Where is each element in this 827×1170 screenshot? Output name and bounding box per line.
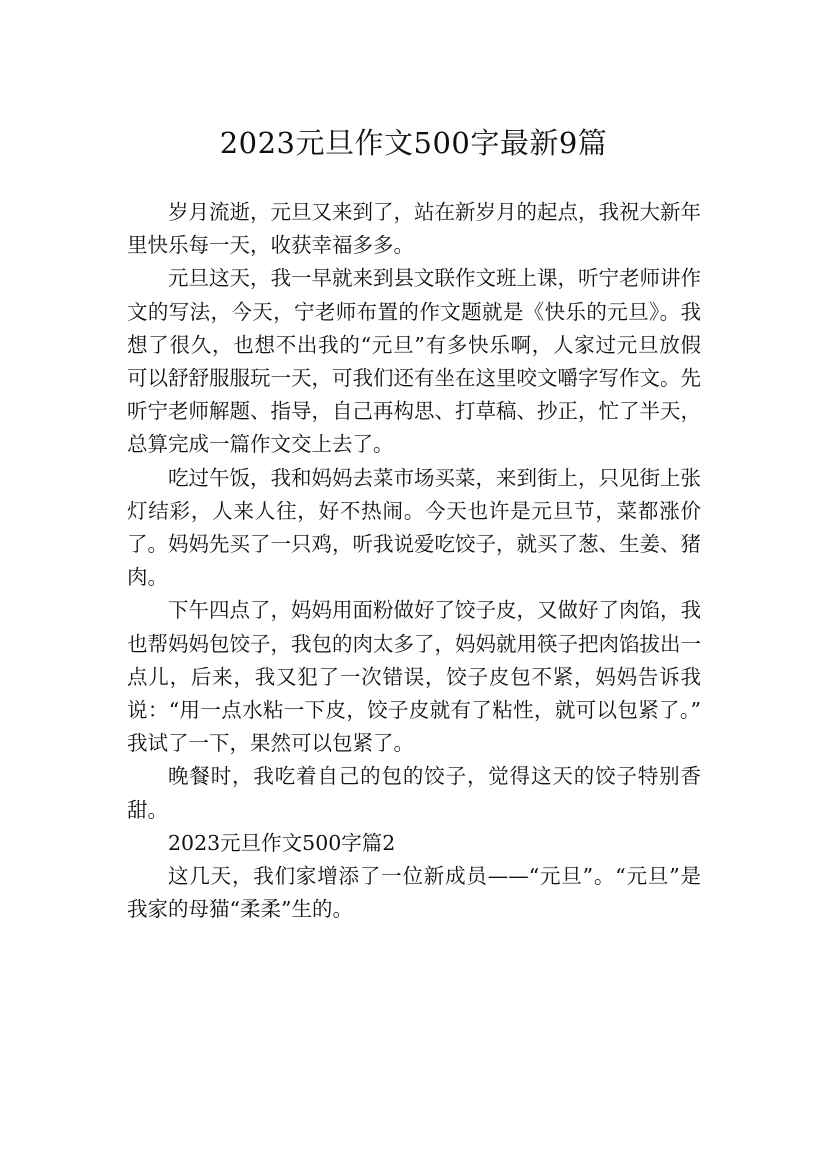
paragraph-1: 岁月流逝，元旦又来到了，站在新岁月的起点，我祝大新年里快乐每一天，收获幸福多多。 [127, 200, 701, 258]
paragraph-2: 元旦这天，我一早就来到县文联作文班上课，听宁老师讲作文的写法，今天，宁老师布置的作文题就是《快乐的元旦》。我想了很久，也想不出我的“元旦”有多快乐啊，人家过元旦放假可以舒舒服服玩一天，可我们还有坐在这里咬文嚼字写作文。先听宁老师解题、指导，自己再构思、打草稿、抄正，忙了半天，总算完成一篇作文交上去了。 [127, 266, 701, 457]
document-title: 2023元旦作文500字最新9篇 [219, 126, 608, 161]
section-heading: 2023元旦作文500字篇2 [168, 830, 396, 855]
paragraph-5: 晚餐时，我吃着自己的包的饺子，觉得这天的饺子特别香甜。 [127, 764, 701, 822]
paragraph-3: 吃过午饭，我和妈妈去菜市场买菜，来到街上，只见街上张灯结彩，人来人往，好不热闹。今天也许是元旦节，菜都涨价了。妈妈先买了一只鸡，听我说爱吃饺子，就买了葱、生姜、猪肉。 [127, 465, 701, 590]
document-body [127, 196, 701, 926]
paragraph-6: 这几天，我们家增添了一位新成员——“元旦”。“元旦”是我家的母猫“柔柔”生的。 [127, 864, 701, 922]
paragraph-4: 下午四点了，妈妈用面粉做好了饺子皮，又做好了肉馅，我也帮妈妈包饺子，我包的肉太多了，妈妈就用筷子把肉馅拔出一点儿，后来，我又犯了一次错误，饺子皮包不紧，妈妈告诉我说：“用一点水粘一下皮，饺子皮就有了粘性，就可以包紧了。” 我试了一下，果然可以包紧了。 [127, 598, 701, 756]
